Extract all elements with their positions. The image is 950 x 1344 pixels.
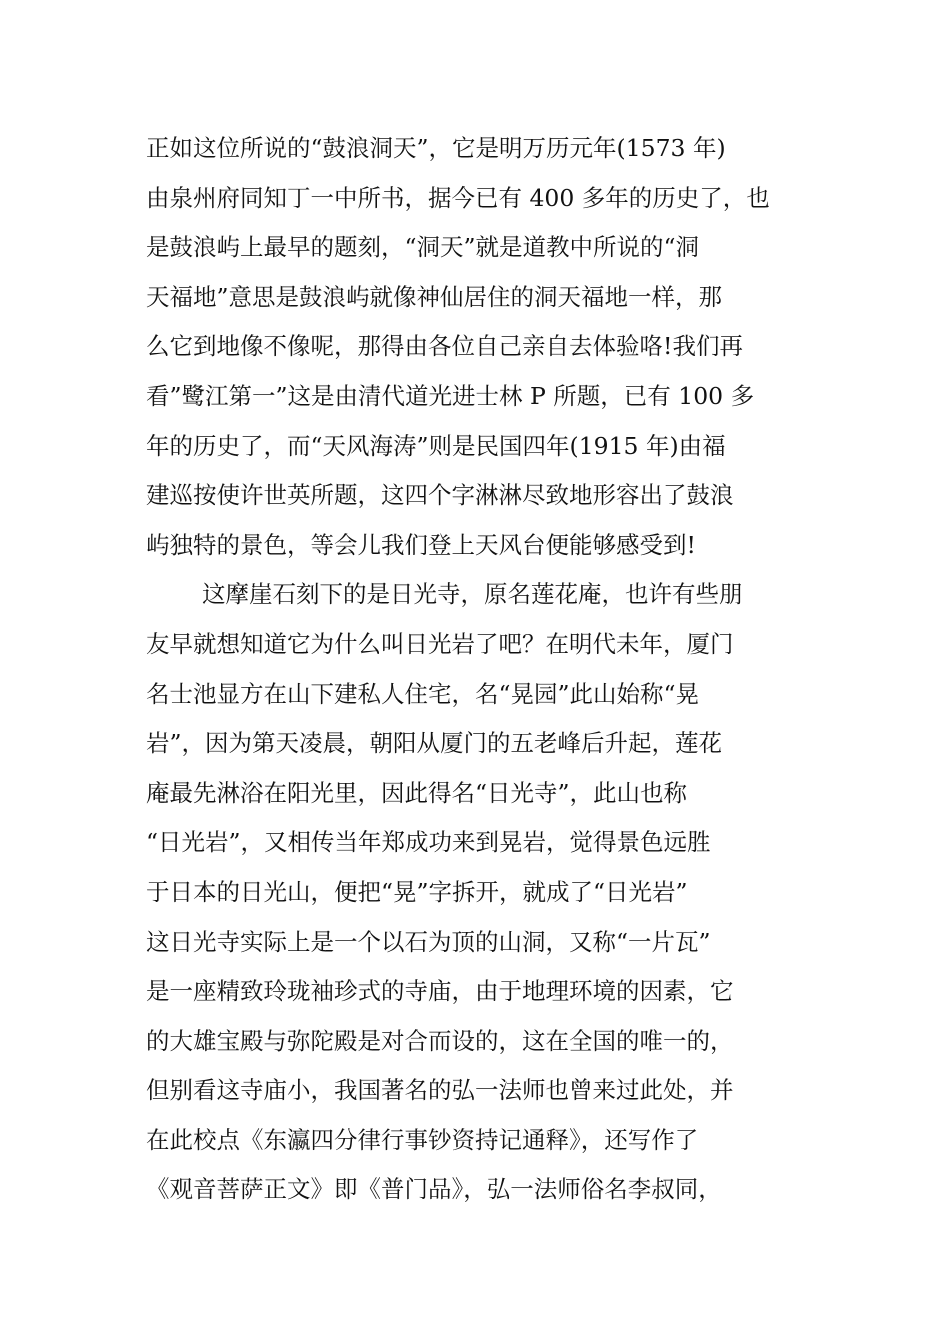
paragraph	[146, 124, 806, 570]
text-line: 庵最先淋浴在阳光里，因此得名“日光寺”，此山也称	[146, 778, 688, 807]
body-text	[146, 124, 806, 1215]
text-line: 是鼓浪屿上最早的题刻，“洞天”就是道教中所说的“洞	[146, 233, 700, 262]
text-line: 正如这位所说的“鼓浪洞天”，它是明万历元年(1573 年)	[146, 134, 726, 162]
text-line: 岩”，因为第天凌晨，朝阳从厦门的五老峰后升起，莲花	[146, 729, 723, 758]
text-line: 的大雄宝殿与弥陀殿是对合而设的，这在全国的唯一的，	[146, 1026, 734, 1055]
text-line: 看”鹭江第一”这是由清代道光进士林 P 所题，已有 100 多	[146, 381, 755, 410]
text-line: 这摩崖石刻下的是日光寺，原名莲花庵，也许有些朋	[202, 580, 743, 609]
text-line: 但别看这寺庙小，我国著名的弘一法师也曾来过此处，并	[146, 1076, 734, 1105]
text-line: 由泉州府同知丁一中所书，据今已有 400 多年的历史了，也	[146, 183, 770, 212]
text-line: 建巡按使许世英所题，这四个字淋淋尽致地形容出了鼓浪	[146, 481, 734, 510]
text-line: 于日本的日光山，便把“晃”字拆开，就成了“日光岩”	[146, 877, 688, 906]
text-line: 在此校点《东瀛四分律行事钞资持记通释》，还写作了	[146, 1125, 699, 1154]
text-line: 天福地”意思是鼓浪屿就像神仙居住的洞天福地一样，那	[146, 282, 723, 311]
text-line: 么它到地像不像呢，那得由各位自己亲自去体验咯!我们再	[146, 332, 743, 361]
text-line: 名士池显方在山下建私人住宅，名“晃园”此山始称“晃	[146, 679, 700, 708]
text-line: 这日光寺实际上是一个以石为顶的山洞，又称“一片瓦”	[146, 927, 711, 956]
text-line: 屿独特的景色，等会儿我们登上天风台便能够感受到!	[146, 530, 696, 559]
text-line: 年的历史了，而“天风海涛”则是民国四年(1915 年)由福	[146, 431, 726, 460]
text-line: “日光岩”，又相传当年郑成功来到晃岩，觉得景色远胜	[146, 828, 711, 857]
text-line: 友早就想知道它为什么叫日光岩了吧？在明代未年，厦门	[146, 629, 734, 658]
paragraph	[146, 570, 806, 1215]
text-line: 《观音菩萨正文》即《普门品》，弘一法师俗名李叔同，	[146, 1175, 722, 1204]
text-line: 是一座精致玲珑袖珍式的寺庙，由于地理环境的因素，它	[146, 977, 734, 1006]
